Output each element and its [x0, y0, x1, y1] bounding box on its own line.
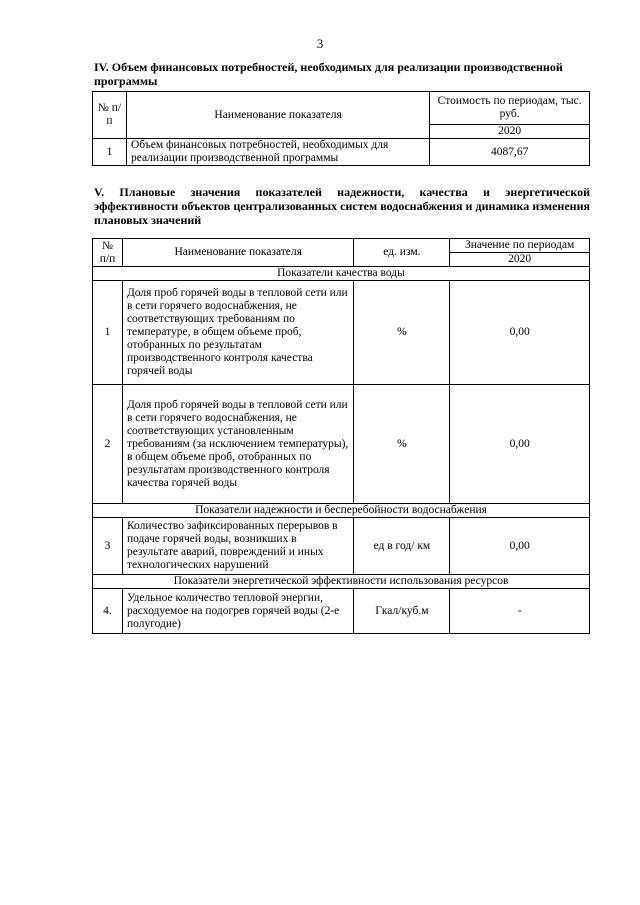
- row-value: 0,00: [450, 518, 590, 575]
- header-cost: Стоимость по периодам, тыс. руб.: [430, 92, 590, 125]
- row-unit: %: [354, 281, 450, 385]
- table-row: [93, 281, 590, 385]
- header-num: № п/п: [93, 239, 123, 267]
- header-year: 2020: [450, 253, 590, 267]
- row-unit: %: [354, 385, 450, 504]
- row-value: -: [450, 589, 590, 634]
- section-4-title: IV. Объем финансовых потребностей, необходимых для реализации производственной программы: [94, 60, 563, 88]
- table-row: [93, 139, 590, 166]
- table-row: [93, 385, 590, 504]
- header-year: 2020: [430, 125, 590, 139]
- row-value: 0,00: [450, 281, 590, 385]
- row-unit: ед в год/ км: [354, 518, 450, 575]
- row-name: Количество зафиксированных перерывов в подаче горячей воды, возникших в результате аварий, повреждений и иных технологических нарушений: [122, 518, 354, 575]
- row-num: 1: [93, 139, 127, 166]
- header-num: № п/п: [93, 92, 127, 139]
- row-name: Удельное количество тепловой энергии, расходуемое на подогрев горячей воды (2-е полугодие): [122, 589, 354, 634]
- row-name: Доля проб горячей воды в тепловой сети или в сети горячего водоснабжения, не соответствующих установленным требованиям (за исключением температуры), в общем объеме проб, отобранных по результатам производственного контроля качества горячей воды: [122, 385, 354, 504]
- row-name: Доля проб горячей воды в тепловой сети или в сети горячего водоснабжения, не соответствующих требованиям по температуре, в общем объеме проб, отобранных по результатам производственного контроля качества горячей воды: [122, 281, 354, 385]
- header-period: Значение по периодам: [450, 239, 590, 253]
- row-num: 4.: [93, 589, 123, 634]
- header-unit: ед. изм.: [354, 239, 450, 267]
- row-num: 1: [93, 281, 123, 385]
- header-name: Наименование показателя: [122, 239, 354, 267]
- row-name: Объем финансовых потребностей, необходимых для реализации производственной программы: [126, 139, 429, 166]
- row-unit: Гкал/куб.м: [354, 589, 450, 634]
- financial-needs-table: [92, 91, 590, 166]
- row-value: 0,00: [450, 385, 590, 504]
- table-row: [93, 589, 590, 634]
- header-name: Наименование показателя: [126, 92, 429, 139]
- group-reliability: Показатели надежности и бесперебойности водоснабжения: [93, 504, 590, 518]
- section-5-title: V. Плановые значения показателей надежности, качества и энергетической эффективности объектов централизованных систем водоснабжения и динамика изменения плановых значений: [94, 185, 590, 227]
- row-num: 3: [93, 518, 123, 575]
- row-value: 4087,67: [430, 139, 590, 166]
- row-num: 2: [93, 385, 123, 504]
- page-number: 3: [316, 36, 324, 51]
- group-quality: Показатели качества воды: [93, 267, 590, 281]
- table-row: [93, 518, 590, 575]
- group-energy: Показатели энергетической эффективности использования ресурсов: [93, 575, 590, 589]
- indicators-table: [92, 238, 590, 634]
